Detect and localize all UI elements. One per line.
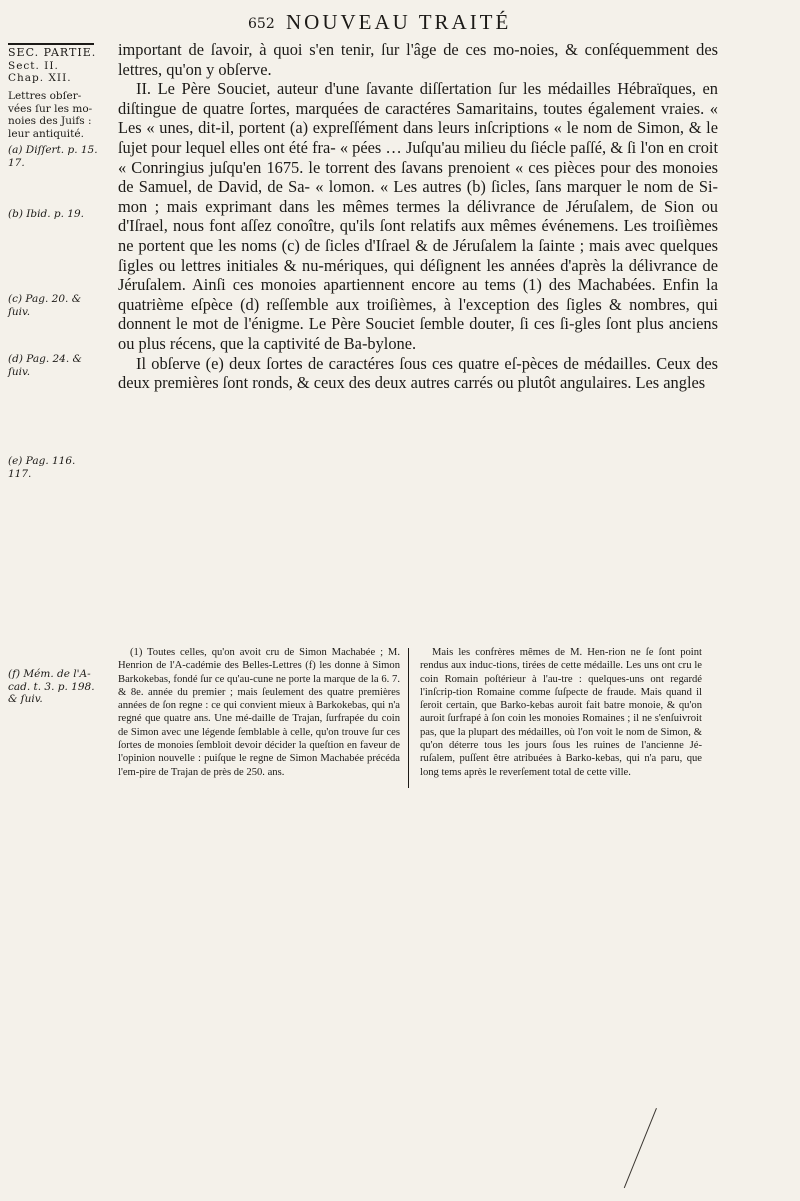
footnote-column-left [118, 646, 400, 779]
margin-sect-label: Sect. II. [8, 59, 59, 72]
stray-pen-mark [624, 1108, 657, 1188]
paragraph-continuation: important de ſavoir, à quoi s'en tenir, ſur l'âge de ces mo-noies, & conſéquemment des lettres, qu'on y obſerve. [118, 40, 718, 79]
margin-summary: Lettres obſer-vées ſur les mo-noies des Juifs : leur antiquité. [8, 90, 93, 140]
page-number: 652 [248, 16, 275, 32]
margin-note-e: (e) Pag. 116. 117. [8, 455, 76, 480]
margin-section-label: SEC. PARTIE. [8, 46, 97, 59]
margin-chapter-label: Chap. XII. [8, 72, 72, 84]
margin-note-d: (d) Pag. 24. & ſuiv. [8, 353, 82, 378]
running-head [248, 10, 708, 36]
footnote-divider [408, 648, 409, 788]
margin-note-c: (c) Pag. 20. & ſuiv. [8, 293, 82, 318]
running-title: NOUVEAU TRAITÉ [286, 10, 512, 34]
margin-note-a: (a) Diſſert. p. 15. 17. [8, 144, 98, 169]
footnote-1: (1) Toutes celles, qu'on avoit cru de Simon Machabée ; M. Henrion de l'A-cadémie des Belles-Lettres (f) les donne à Simon Barkokebas, fondé ſur ce qu'au-cune ne porte la marque de la 6. 7. & 8e. année du premier ; mais ſeulement des quatre premières années de ſon regne : ce qui convient mieux à Barkokebas, qui n'a regné que quatre ans. Une mé-daille de Trajan, ſurfrapée du coin de Simon avec une légende ſemblable à celle, qu'on trouve ſur ces ſortes de monoies ſembloit devoir décider la queſtion en faveur de l'opinion nouvelle : puiſque le regne de Simon Machabée précéda l'em-pire de Trajan de près de 250. ans. [118, 647, 400, 778]
margin-note-b: (b) Ibid. p. 19. [8, 208, 84, 220]
margin-note-f: (f) Mém. de l'A-cad. t. 3. p. 198. & ſuiv. [8, 668, 95, 705]
footnote-column-right [420, 646, 702, 779]
margin-rule [8, 43, 94, 45]
footnote-1-continued: Mais les confrères mêmes de M. Hen-rion ne ſe ſont point rendus aux induc-tions, tirées de cette médaille. Les uns ont cru le coin Romain poſtérieur à l'au-tre : quelques-uns ont regardé l'inſcrip-tion Romaine comme ſuſpecte de fraude. Mais quand il ſeroit certain, que Barko-kebas auroit fait batre monoie, & qu'on auroit ſurfrapé à ſon coin les monoies Romaines ; il ne s'enſuivroit pas, que la plupart des médailles, où l'on voit le nom de Simon, & qu'on déterre tous les jours ſous les ruines de l'ancienne Jé-ruſalem, puſſent être atribuées à Barko-kebas, qui n'a paru, que long tems après le reverſement total de cette ville. [420, 647, 702, 778]
paragraph-souciet: II. Le Père Souciet, auteur d'une ſavante diſſertation ſur les médailles Hébraïques, en diſtingue de quatre ſortes, marquées de caractéres Samaritains, toutes également vraies. « Les « unes, dit-il, portent (a) expreſſément dans leurs inſcriptions « le nom de Simon, & le ſujet pour lequel elles ont été fra- « pées … Juſqu'au milieu du ſiécle paſſé, & ſi l'on en croit « Conringius juſqu'en 1675. le torrent des ſavans prenoient « ces pièces pour des monoies de Samuel, de David, de Sa- « lomon. « Les autres (b) ſicles, ſans marquer le nom de Si-mon ; mais exprimant dans les mêmes termes la délivrance de Jéruſalem, de Sion ou d'Iſrael, nous font aſſez conoître, qu'ils ſont relatifs aux mêmes événemens. Les troiſièmes ne portent que les noms (c) de ſicles d'Iſrael & de Jéruſalem la ſainte ; mais avec quelques ſigles ou lettres initiales & nu-mériques, qui déſignent les années d'après la délivrance de Jéruſalem. Ainſi ces monoies apartiennent encore au tems (1) des Machabées. Enfin la quatrième eſpèce (d) reſſemble aux troiſièmes, à l'exception des ſigles & nombres, qui donnent le mot de l'énigme. Le Père Souciet ſemble douter, ſi ces ſi-gles ſont plus anciens ou plus récens, que la captivité de Ba-bylone. [118, 79, 718, 353]
paragraph-caracteres: Il obſerve (e) deux ſortes de caractéres ſous ces quatre eſ-pèces de médailles. Ceux des deux premières ſont ronds, & ceux des deux autres carrés ou plutôt angulaires. Les angles [118, 353, 718, 393]
main-text [118, 40, 718, 393]
footnotes [118, 646, 718, 792]
left-margin [8, 40, 100, 705]
